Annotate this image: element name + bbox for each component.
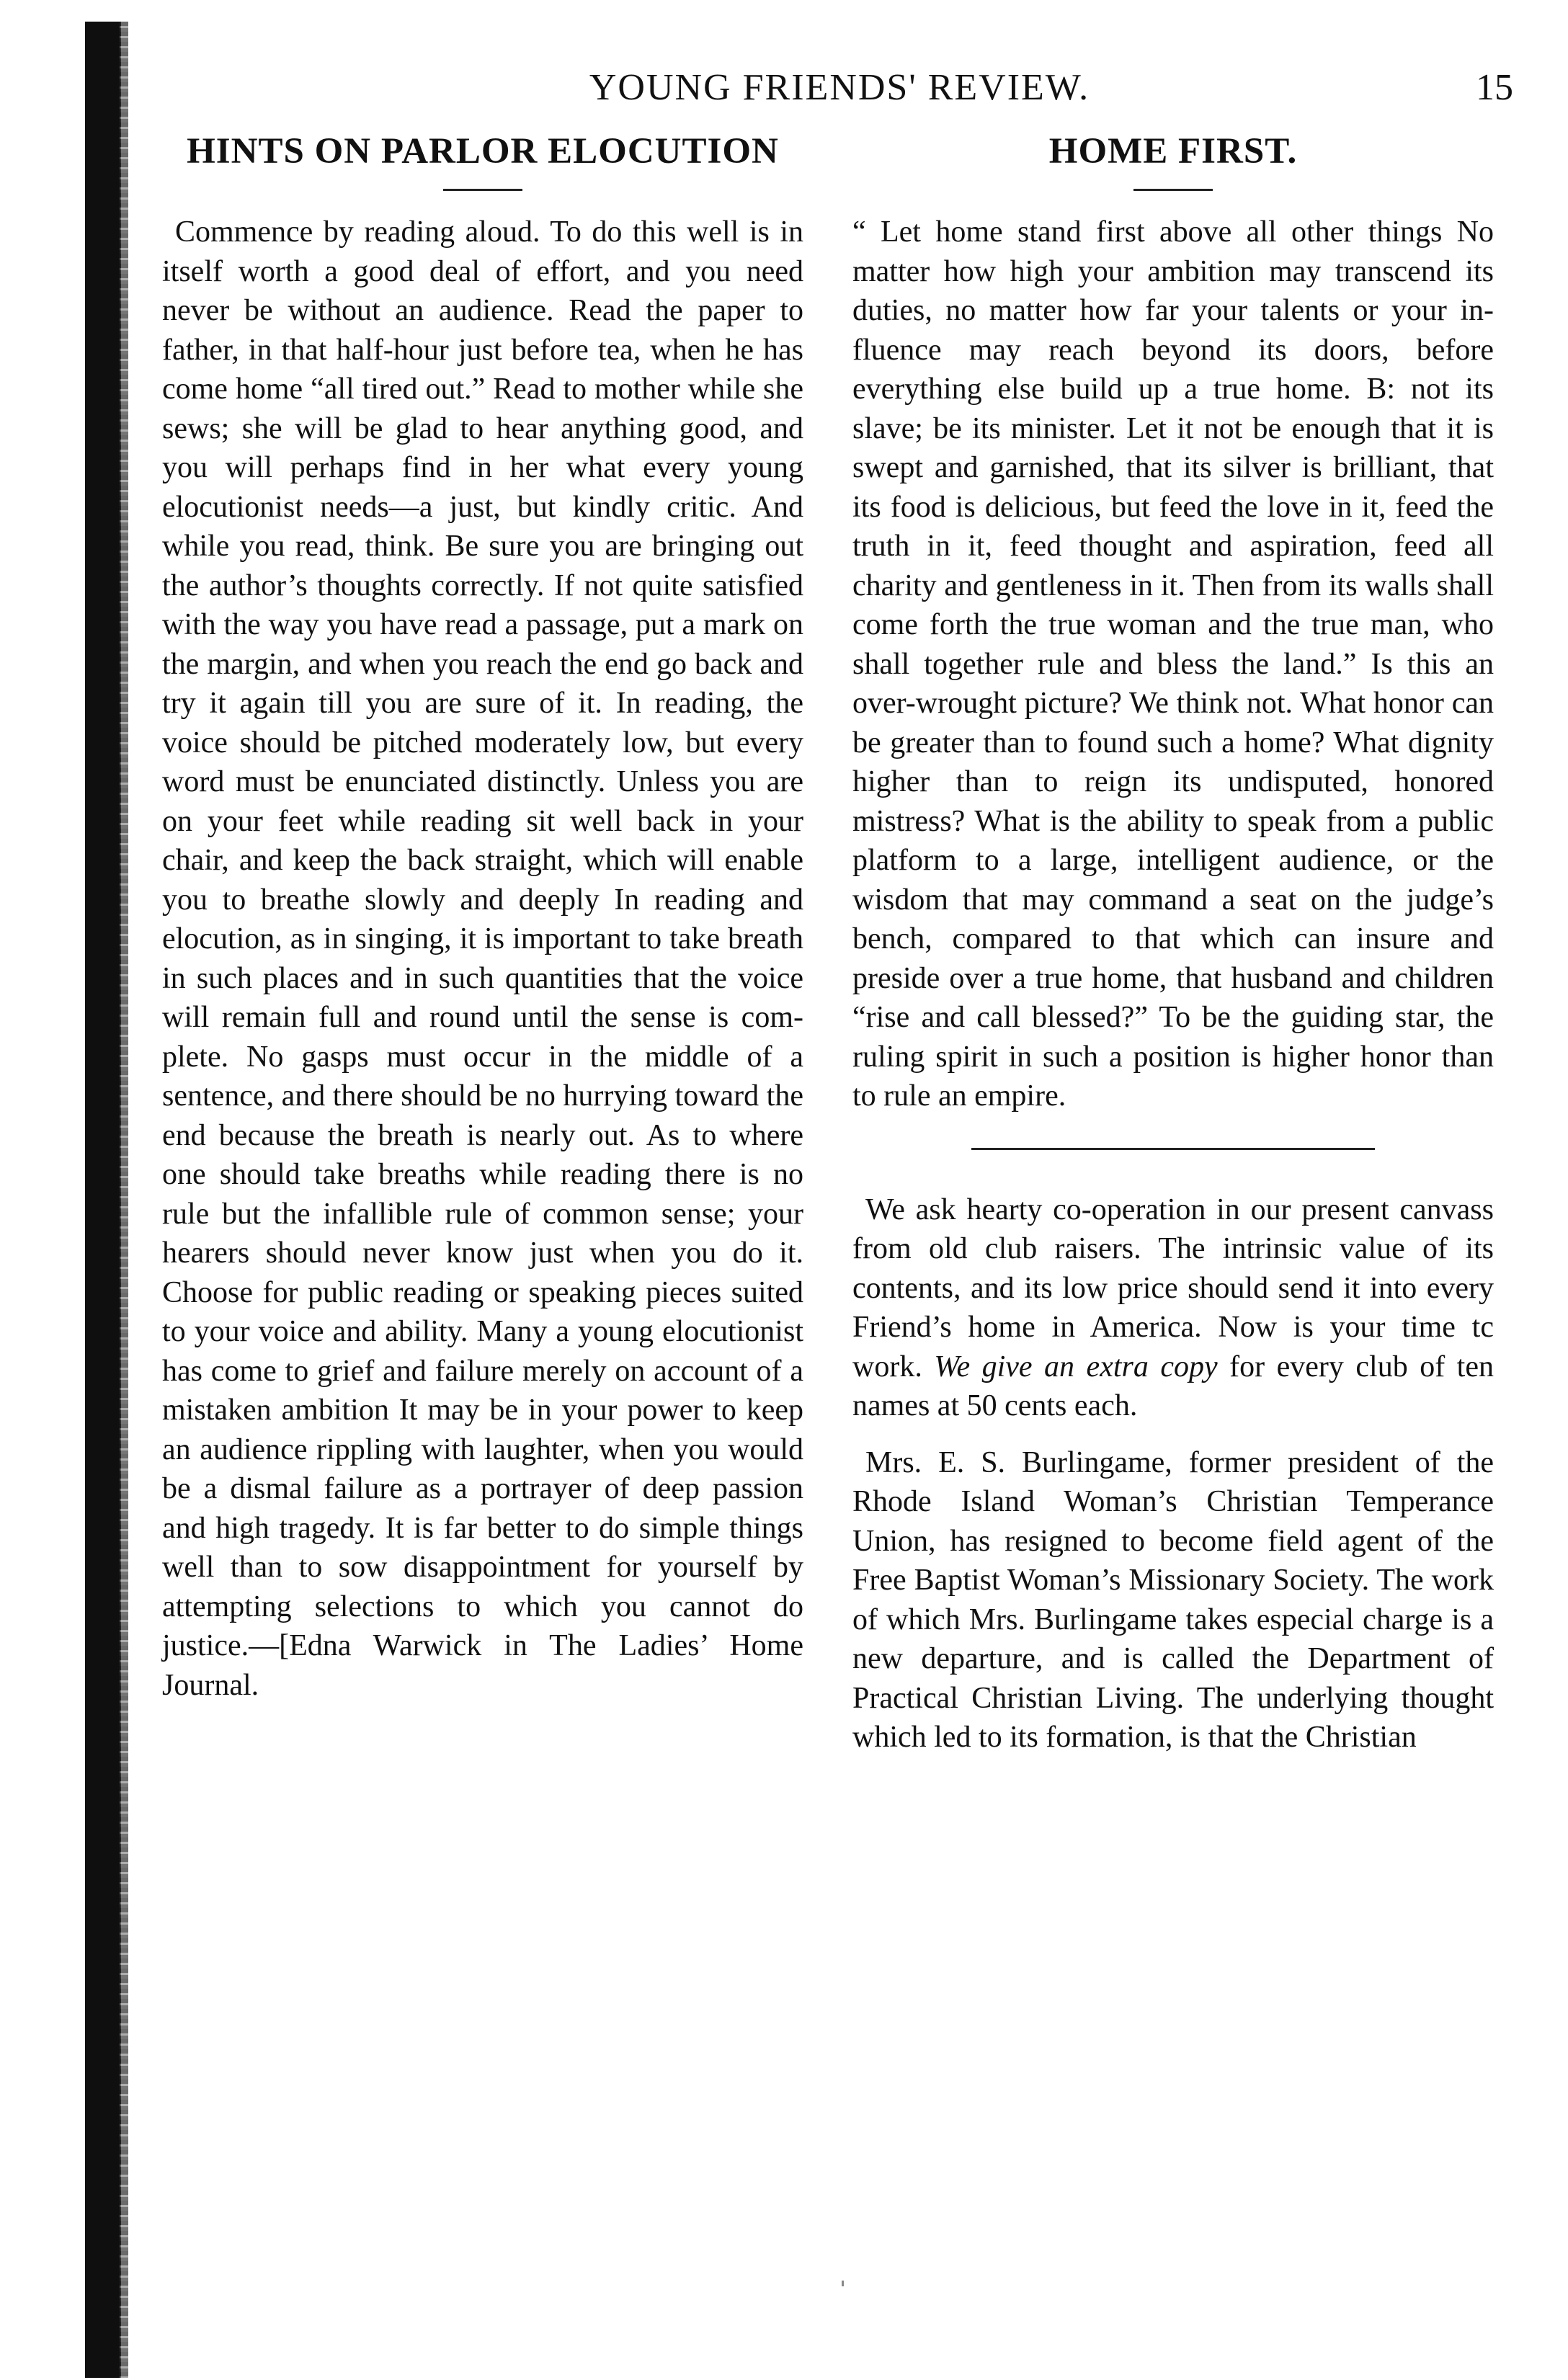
- article-heading-parlor-elocution: HINTS ON PARLOR ELOCUTION: [187, 131, 779, 171]
- page-number: 15: [1476, 67, 1513, 108]
- burlingame-news-item: Mrs. E. S. Burlingame, former president of the Rhode Island Woman’s Christian Temperance Union, has resigned to become field agent of the Free Baptist Woman’s Missionary Society. The work of which Mrs. Burlingame takes especial charge is a new departure, and is called the Department of Practical Christian Living. The underlying thought which led to its formation, is that the Christian: [852, 1445, 1494, 1754]
- running-head: [166, 66, 1513, 117]
- heading-rule: [1133, 189, 1213, 191]
- article-heading-home-first: HOME FIRST.: [1048, 131, 1298, 171]
- journal-title: YOUNG FRIENDS' REVIEW.: [589, 67, 1090, 108]
- article-body-parlor-elocution: Commence by reading aloud. To do this well is in itself worth a good deal of effort, and you need never be without an audience. Read the paper to father, in that half-hour just before tea, when he has come home “all tired out.” Read to mother while she sews; she will be glad to hear anything good, and you will perhaps find in her what every young elocutionist needs—a just, but kindly critic. And while you read, think. Be sure you are bringing out the author’s thoughts correctly. If not quite satisfied with the way you have read a passage, put a mark on the margin, and when you reach the end go back and try it again till you are sure of it. In reading, the voice should be pitched moderately low, but every word must be enunciated distinctly. Unless you are on your feet while reading sit well back in your chair, and keep the back straight, which will enable you to breathe slowly and deeply In reading and elocution, as in singing, it is important to take breath in such places and in such quantities that the voice will remain full and round until the sense is complete. No gasps must occur in the middle of a sentence, and there should be no hurrying toward the end because the breath is nearly out. As to where one should take breaths while reading there is no rule but the infallible rule of common sense; your hearers should never know just when you do it. Choose for public reading or speaking pieces suited to your voice and ability. Many a young elocutionist has come to grief and failure merely on account of a mistaken ambition It may be in your power to keep an audience rippling with laughter, when you would be a dismal failure as a portrayer of deep passion and high tragedy. It is far better to do simple things well than to sow disappointment for yourself by attempting selections to which you cannot do justice.—[Edna Warwick in The Ladies’ Home Journal.: [162, 215, 803, 1702]
- left-column: [162, 130, 803, 1705]
- section-divider: [971, 1148, 1375, 1150]
- article-body-home-first: “ Let home stand first above all other things No matter how high your ambition may transcend its duties, no matter how far your talents or your influence may reach beyond its doors, before everything else build up a true home. B: not its slave; be its minister. Let it not be enough that it is swept and garnished, that its silver is brilliant, that its food is delicious, but feed the love in it, feed the truth in it, feed thought and aspiration, feed all charity and gentleness in it. Then from its walls shall come forth the true woman and the true man, who shall together rule and bless the land.” Is this an over-wrought picture? We think not. What honor can be greater than to found such a home? What dignity higher than to reign its undisputed, honored mistress? What is the ability to speak from a public platform to a large, intelligent audience, or the wisdom that may command a seat on the judge’s bench, compared to that which can insure and preside over a true home, that husband and children “rise and call blessed?” To be the guiding star, the ruling spirit in such a position is higher honor than to rule an empire.: [852, 215, 1494, 1113]
- notice-text-end: for every club of ten names at 50 cents each.: [852, 1350, 1494, 1422]
- heading-rule: [443, 189, 522, 191]
- right-column: [852, 130, 1494, 1757]
- notice-text-start: We ask hearty co-operation in our present canvass from old club raisers. The intrinsic value of its contents, and its low price should send it into every Friend’s home in America. Now is your time tc work.: [852, 1193, 1494, 1383]
- print-speck: [842, 2281, 844, 2286]
- book-binding-edge: [85, 22, 121, 2378]
- subscription-notice: [852, 1190, 1494, 1426]
- notice-italic-offer: We give an extra copy: [934, 1350, 1218, 1383]
